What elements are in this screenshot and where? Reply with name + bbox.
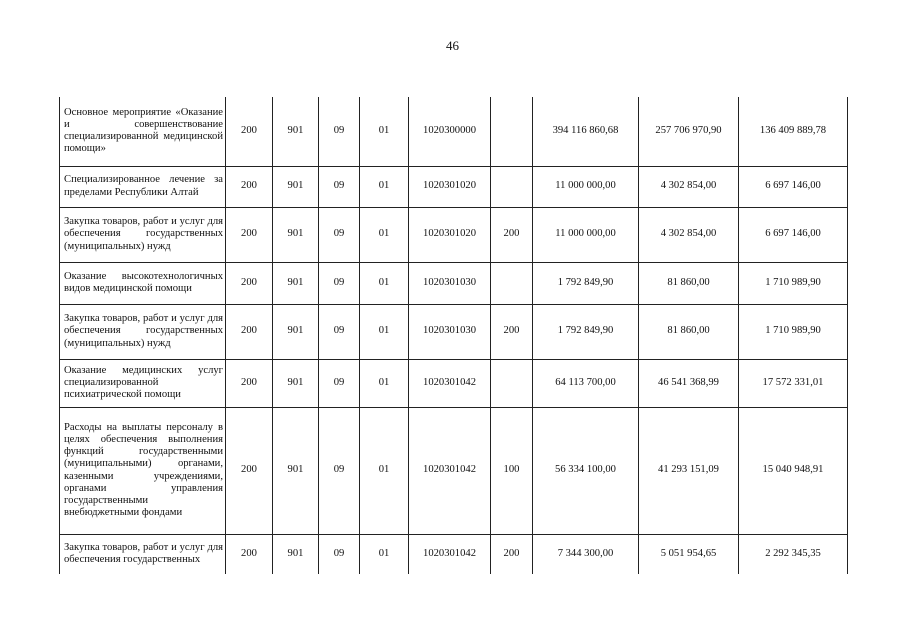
- grbs-code-cell: 901: [273, 166, 319, 207]
- amount-remaining-cell: 2 292 345,35: [739, 534, 848, 574]
- amount-remaining-cell: 1 710 989,90: [739, 304, 848, 359]
- target-article-cell: 1020301030: [409, 304, 491, 359]
- row-name-cell: Оказание высокотехнологичных видов медицинской помощи: [60, 262, 226, 304]
- amount-remaining-cell: 6 697 146,00: [739, 207, 848, 262]
- target-article-cell: 1020301020: [409, 166, 491, 207]
- admin-code-cell: 200: [226, 97, 273, 166]
- amount-plan-cell: 7 344 300,00: [533, 534, 639, 574]
- row-name-cell: Основное мероприятие «Оказание и совершенствование специализированной медицинской помощи»: [60, 97, 226, 166]
- row-name-cell: Специализированное лечение за пределами Республики Алтай: [60, 166, 226, 207]
- section-code-cell: 09: [319, 407, 360, 534]
- amount-remaining-cell: 1 710 989,90: [739, 262, 848, 304]
- amount-executed-cell: 257 706 970,90: [639, 97, 739, 166]
- section-code-cell: 09: [319, 359, 360, 407]
- target-article-cell: 1020300000: [409, 97, 491, 166]
- table-row: [60, 534, 848, 574]
- grbs-code-cell: 901: [273, 207, 319, 262]
- section-code-cell: 09: [319, 534, 360, 574]
- subsection-code-cell: 01: [360, 534, 409, 574]
- expense-type-cell: [491, 262, 533, 304]
- amount-remaining-cell: 15 040 948,91: [739, 407, 848, 534]
- amount-plan-cell: 11 000 000,00: [533, 166, 639, 207]
- amount-executed-cell: 81 860,00: [639, 304, 739, 359]
- expense-type-cell: 200: [491, 207, 533, 262]
- section-code-cell: 09: [319, 97, 360, 166]
- row-name-cell: Оказание медицинских услуг специализированной психиатрической помощи: [60, 359, 226, 407]
- amount-plan-cell: 394 116 860,68: [533, 97, 639, 166]
- amount-plan-cell: 11 000 000,00: [533, 207, 639, 262]
- amount-executed-cell: 4 302 854,00: [639, 166, 739, 207]
- admin-code-cell: 200: [226, 407, 273, 534]
- grbs-code-cell: 901: [273, 407, 319, 534]
- subsection-code-cell: 01: [360, 304, 409, 359]
- table-row: [60, 262, 848, 304]
- grbs-code-cell: 901: [273, 359, 319, 407]
- admin-code-cell: 200: [226, 359, 273, 407]
- subsection-code-cell: 01: [360, 97, 409, 166]
- admin-code-cell: 200: [226, 304, 273, 359]
- grbs-code-cell: 901: [273, 304, 319, 359]
- amount-plan-cell: 1 792 849,90: [533, 262, 639, 304]
- admin-code-cell: 200: [226, 166, 273, 207]
- budget-table: [59, 97, 848, 574]
- amount-executed-cell: 46 541 368,99: [639, 359, 739, 407]
- section-code-cell: 09: [319, 166, 360, 207]
- admin-code-cell: 200: [226, 534, 273, 574]
- grbs-code-cell: 901: [273, 262, 319, 304]
- subsection-code-cell: 01: [360, 207, 409, 262]
- table-row: [60, 407, 848, 534]
- amount-plan-cell: 64 113 700,00: [533, 359, 639, 407]
- row-name-cell: Закупка товаров, работ и услуг для обеспечения государственных (муниципальных) нужд: [60, 207, 226, 262]
- admin-code-cell: 200: [226, 262, 273, 304]
- amount-executed-cell: 4 302 854,00: [639, 207, 739, 262]
- amount-executed-cell: 41 293 151,09: [639, 407, 739, 534]
- amount-remaining-cell: 17 572 331,01: [739, 359, 848, 407]
- subsection-code-cell: 01: [360, 359, 409, 407]
- amount-executed-cell: 81 860,00: [639, 262, 739, 304]
- subsection-code-cell: 01: [360, 262, 409, 304]
- row-name-cell: Закупка товаров, работ и услуг для обеспечения государственных (муниципальных) нужд: [60, 304, 226, 359]
- expense-type-cell: [491, 166, 533, 207]
- subsection-code-cell: 01: [360, 407, 409, 534]
- subsection-code-cell: 01: [360, 166, 409, 207]
- target-article-cell: 1020301020: [409, 207, 491, 262]
- target-article-cell: 1020301042: [409, 407, 491, 534]
- admin-code-cell: 200: [226, 207, 273, 262]
- grbs-code-cell: 901: [273, 534, 319, 574]
- target-article-cell: 1020301042: [409, 534, 491, 574]
- table-row: [60, 359, 848, 407]
- section-code-cell: 09: [319, 262, 360, 304]
- amount-plan-cell: 1 792 849,90: [533, 304, 639, 359]
- section-code-cell: 09: [319, 207, 360, 262]
- amount-remaining-cell: 6 697 146,00: [739, 166, 848, 207]
- table-row: [60, 97, 848, 166]
- target-article-cell: 1020301042: [409, 359, 491, 407]
- target-article-cell: 1020301030: [409, 262, 491, 304]
- expense-type-cell: 200: [491, 534, 533, 574]
- page-number: 46: [446, 38, 459, 53]
- amount-remaining-cell: 136 409 889,78: [739, 97, 848, 166]
- expense-type-cell: 200: [491, 304, 533, 359]
- table-body: [60, 97, 848, 574]
- grbs-code-cell: 901: [273, 97, 319, 166]
- expense-type-cell: 100: [491, 407, 533, 534]
- table-row: [60, 304, 848, 359]
- amount-plan-cell: 56 334 100,00: [533, 407, 639, 534]
- section-code-cell: 09: [319, 304, 360, 359]
- table-row: [60, 166, 848, 207]
- table-row: [60, 207, 848, 262]
- expense-type-cell: [491, 97, 533, 166]
- row-name-cell: Закупка товаров, работ и услуг для обеспечения государственных: [60, 534, 226, 574]
- amount-executed-cell: 5 051 954,65: [639, 534, 739, 574]
- row-name-cell: Расходы на выплаты персоналу в целях обеспечения выполнения функций государственными (муниципальными) органами, казенными учреждениями, органами управления государственными внебюджетными фондами: [60, 407, 226, 534]
- expense-type-cell: [491, 359, 533, 407]
